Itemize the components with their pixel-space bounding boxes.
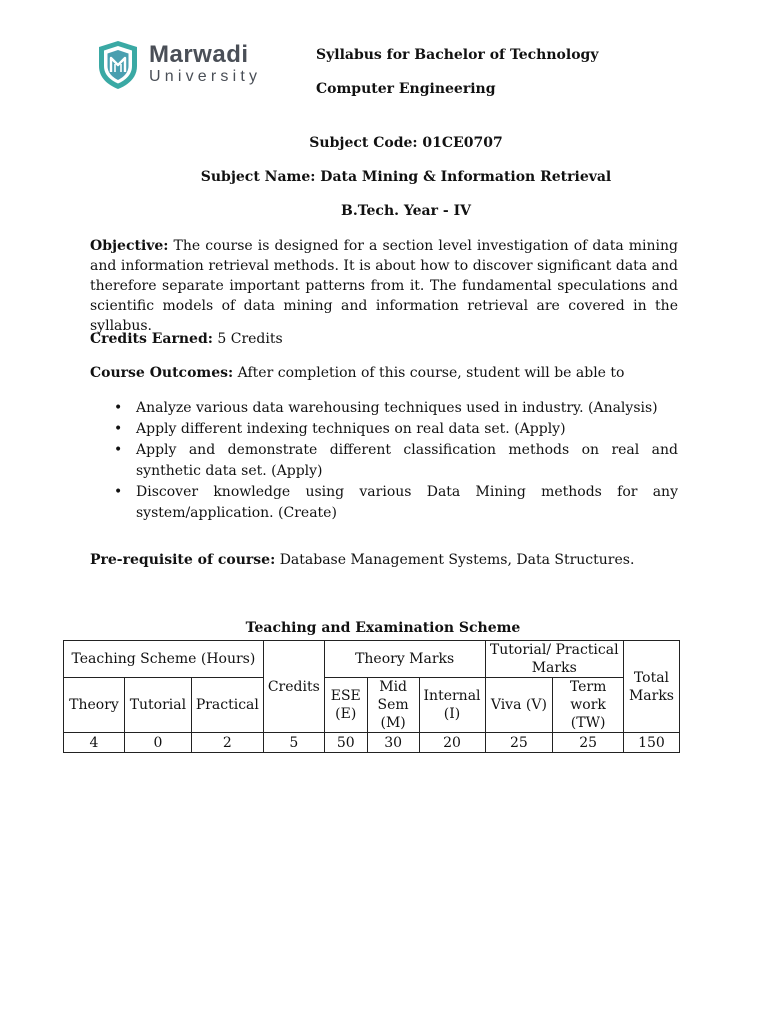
outcomes-list <box>90 398 678 524</box>
program-year: B.Tech. Year - IV <box>341 203 471 219</box>
viva-value: 25 <box>485 733 553 753</box>
list-item: • Apply different indexing techniques on real data set. (Apply) <box>136 419 678 440</box>
term-work-header: Term work (TW) <box>553 678 624 733</box>
subject-name: Subject Name: Data Mining & Information Retrieval <box>200 169 612 185</box>
objective-text: The course is designed for a section level investigation of data mining and information retrieval methods. It is about how to discover significant data and therefore separate important patterns from it. The fundamental speculations and scientific models of data mining and information retrieval are covered in the syllabus. <box>90 238 678 334</box>
credits-value-cell: 5 <box>263 733 324 753</box>
tutorial-practical-header: Tutorial/ Practical Marks <box>485 641 623 678</box>
objective-label: Objective: <box>90 238 169 254</box>
total-marks-header: Total Marks <box>623 641 679 733</box>
course-outcomes-heading <box>90 363 678 383</box>
syllabus-header: Syllabus for Bachelor of Technology <box>316 47 599 63</box>
scheme-title: Teaching and Examination Scheme <box>245 620 521 636</box>
tutorial-value: 0 <box>124 733 191 753</box>
viva-header: Viva (V) <box>485 678 553 733</box>
internal-header: Internal (I) <box>419 678 485 733</box>
department-header: Computer Engineering <box>316 81 496 97</box>
prerequisite <box>90 550 678 570</box>
list-item: • Apply and demonstrate different classification methods on real and synthetic data set. (Apply) <box>136 440 678 482</box>
ese-value: 50 <box>324 733 367 753</box>
tutorial-header: Tutorial <box>124 678 191 733</box>
credits-value: 5 Credits <box>217 331 283 347</box>
table-row <box>64 733 680 753</box>
subject-code: Subject Code: 01CE0707 <box>309 135 503 151</box>
objective-paragraph <box>90 236 678 336</box>
mid-sem-header: Mid Sem (M) <box>367 678 419 733</box>
theory-value: 4 <box>64 733 125 753</box>
prereq-label: Pre-requisite of course: <box>90 552 276 568</box>
outcomes-intro: After completion of this course, student will be able to <box>237 365 625 381</box>
outcomes-label: Course Outcomes: <box>90 365 234 381</box>
prereq-value: Database Management Systems, Data Structures. <box>279 552 635 568</box>
total-marks-value: 150 <box>623 733 679 753</box>
term-work-value: 25 <box>553 733 624 753</box>
university-logo <box>97 40 287 92</box>
list-item: • Discover knowledge using various Data Mining methods for any system/application. (Create) <box>136 482 678 524</box>
shield-icon <box>97 40 139 90</box>
credits-header: Credits <box>263 641 324 733</box>
teaching-examination-table <box>63 640 680 753</box>
practical-header: Practical <box>191 678 263 733</box>
logo-wordmark-line2: University <box>149 68 262 85</box>
practical-value: 2 <box>191 733 263 753</box>
list-item: • Analyze various data warehousing techniques used in industry. (Analysis) <box>136 398 678 419</box>
theory-header: Theory <box>64 678 125 733</box>
logo-wordmark-line1: Marwadi <box>149 41 249 68</box>
ese-header: ESE (E) <box>324 678 367 733</box>
theory-marks-header: Theory Marks <box>324 641 485 678</box>
teaching-scheme-header: Teaching Scheme (Hours) <box>64 641 264 678</box>
mid-sem-value: 30 <box>367 733 419 753</box>
credits-label: Credits Earned: <box>90 331 213 347</box>
credits-earned <box>90 329 678 349</box>
internal-value: 20 <box>419 733 485 753</box>
